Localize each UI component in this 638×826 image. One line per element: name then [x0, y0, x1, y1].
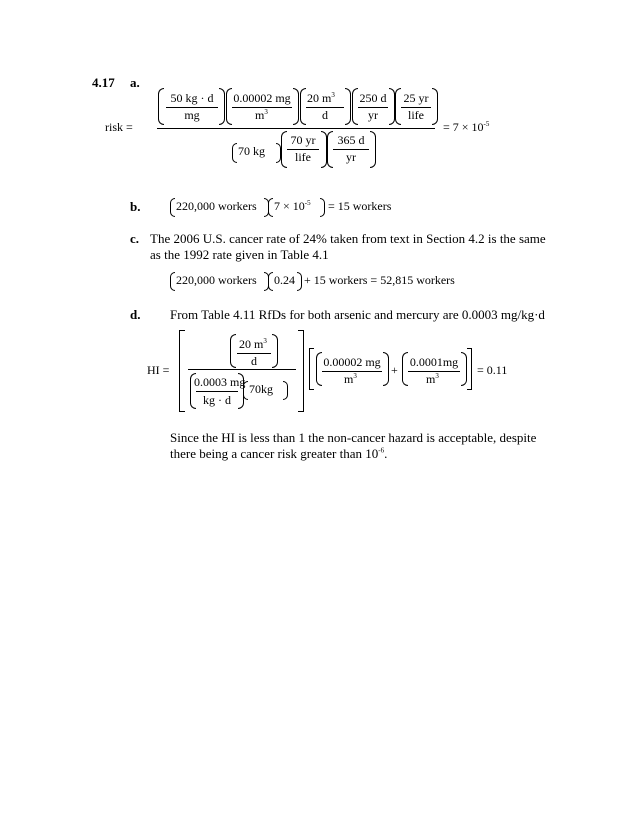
part-b-result: = 15 workers	[328, 199, 392, 213]
factor-1-den: mg	[184, 108, 200, 122]
hi-result: = 0.11	[477, 363, 508, 377]
part-a-label: a.	[130, 75, 140, 90]
risk-lhs: risk =	[105, 120, 133, 134]
part-c-rate: 0.24	[274, 273, 295, 287]
mercury-conc-den: $m^3$	[426, 372, 439, 386]
part-c-workers: 220,000 workers	[176, 273, 257, 287]
denom-factor-2-den: yr	[346, 150, 356, 164]
part-d-label: d.	[130, 307, 141, 322]
conclusion-line2: there being a cancer risk greater than $10^{-6}$.	[170, 446, 388, 461]
part-c-text-line2: as the 1992 rate given in Table 4.1	[150, 247, 329, 262]
factor-2-den: $m^3$	[255, 108, 268, 122]
part-c-text-line1: The 2006 U.S. cancer rate of 24% taken from text in Section 4.2 is the same	[150, 231, 546, 246]
rfd-num: 0.0003 mg	[194, 375, 246, 389]
factor-1-num: 50 kg · d	[170, 91, 214, 105]
hi-lhs: HI =	[147, 363, 170, 377]
factor-3-num: 20 $m^3$	[307, 91, 335, 105]
denom-factor-1-den: life	[295, 150, 311, 164]
factor-4-num: 250 d	[359, 91, 387, 105]
factor-2-num: 0.00002 mg	[233, 91, 291, 105]
factor-4-den: yr	[368, 108, 378, 122]
part-c-label: c.	[130, 231, 140, 246]
part-c-result: + 15 workers = 52,815 workers	[304, 273, 455, 287]
factor-5-num: 25 yr	[403, 91, 429, 105]
body-weight: 70 kg	[238, 144, 265, 158]
conclusion-line1: Since the HI is less than 1 the non-cancer hazard is acceptable, despite	[170, 430, 537, 445]
rfd-den: kg · d	[203, 393, 231, 407]
arsenic-conc-den: $m^3$	[344, 372, 357, 386]
factor-5-den: life	[408, 108, 424, 122]
hi-fraction-bar	[188, 369, 296, 370]
part-b-label: b.	[130, 199, 141, 214]
plus-sign: +	[391, 363, 398, 377]
main-fraction-bar	[157, 128, 435, 129]
denom-factor-2-num: 365 d	[337, 133, 365, 147]
intake-rate-den: d	[251, 354, 257, 368]
arsenic-conc-num: 0.00002 mg	[323, 355, 381, 369]
hi-body-weight: 70kg	[249, 382, 273, 396]
part-d-intro: From Table 4.11 RfDs for both arsenic and mercury are 0.0003 mg/kg·d	[170, 307, 545, 322]
intake-rate-num: 20 $m^3$	[239, 337, 267, 351]
part-b-workers: 220,000 workers	[176, 199, 257, 213]
part-b-risk: $7 \times 10^{-5}$	[274, 199, 311, 213]
problem-number: 4.17	[92, 75, 115, 90]
factor-3-den: d	[322, 108, 328, 122]
risk-result: = $7 \times 10^{-5}$	[443, 120, 490, 134]
mercury-conc-num: 0.0001mg	[409, 355, 459, 369]
denom-factor-1-num: 70 yr	[290, 133, 316, 147]
